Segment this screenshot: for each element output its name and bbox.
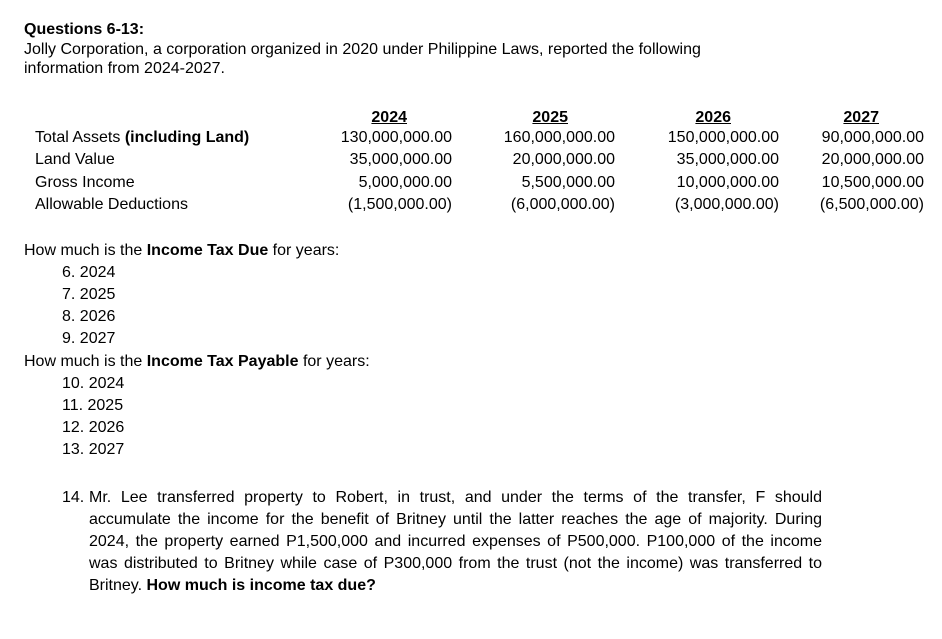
question-item: 13. 2027 (62, 441, 125, 458)
table-cell: 20,000,000.00 (512, 151, 615, 168)
table-cell: 20,000,000.00 (821, 151, 924, 168)
table-cell: 160,000,000.00 (503, 129, 615, 146)
table-cell: (6,000,000.00) (510, 196, 615, 213)
table-cell: 150,000,000.00 (667, 129, 779, 146)
intro-line-2: information from 2024-2027. (24, 60, 225, 77)
question-item: 6. 2024 (62, 264, 116, 281)
table-cell: (6,500,000.00) (819, 196, 924, 213)
intro-line-1: Jolly Corporation, a corporation organized in 2020 under Philippine Laws, reported the following (24, 41, 701, 58)
table-cell: 130,000,000.00 (340, 129, 452, 146)
question-14-text: Mr. Lee transferred property to Robert, in trust, and under the terms of the transfer, F should accumulate the income for the benefit of Britney until the latter reaches the age of majority. During 2024, the property earned P1,500,000 and incurred expenses of P500,000. P100,000 of the income was distributed to Britney while case of P300,000 from the trust (not the income) was transferred to Britney. How much is income tax due? (89, 489, 822, 594)
year-header: 2025 (532, 109, 568, 126)
question-item: 9. 2027 (62, 330, 116, 347)
year-header: 2027 (843, 109, 879, 126)
question-item: 10. 2024 (62, 375, 125, 392)
row-label: Gross Income (35, 174, 135, 191)
question-item: 11. 2025 (62, 397, 124, 414)
section-title: Questions 6-13: (24, 21, 145, 38)
question-income-tax-due: How much is the Income Tax Due for years: (24, 242, 340, 259)
table-cell: 5,500,000.00 (521, 174, 615, 191)
table-cell: 35,000,000.00 (676, 151, 779, 168)
question-item: 12. 2026 (62, 419, 125, 436)
table-cell: 10,500,000.00 (821, 174, 924, 191)
row-label: Land Value (35, 151, 115, 168)
year-header: 2026 (695, 109, 731, 126)
table-cell: 90,000,000.00 (821, 129, 924, 146)
question-14-number: 14. (62, 489, 85, 506)
table-cell: (1,500,000.00) (347, 196, 452, 213)
question-item: 7. 2025 (62, 286, 116, 303)
table-cell: (3,000,000.00) (674, 196, 779, 213)
table-cell: 10,000,000.00 (676, 174, 779, 191)
table-cell: 35,000,000.00 (349, 151, 452, 168)
year-header: 2024 (371, 109, 407, 126)
table-cell: 5,000,000.00 (358, 174, 452, 191)
question-income-tax-payable: How much is the Income Tax Payable for years: (24, 353, 370, 370)
row-label: Allowable Deductions (35, 196, 188, 213)
row-label: Total Assets (including Land) (35, 129, 250, 146)
question-item: 8. 2026 (62, 308, 116, 325)
